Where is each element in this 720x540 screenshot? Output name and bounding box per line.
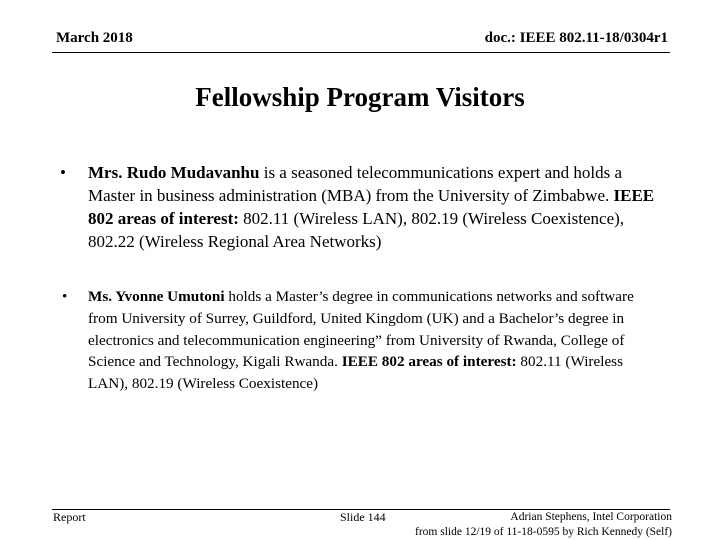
person-name: Ms. Yvonne Umutoni — [88, 288, 225, 305]
bullet-marker: • — [60, 163, 66, 182]
header-divider — [52, 52, 670, 53]
header-date: March 2018 — [56, 30, 133, 46]
person-name: Mrs. Rudo Mudavanhu — [88, 163, 260, 182]
slide-title: Fellowship Program Visitors — [195, 82, 525, 112]
footer-report-label: Report — [53, 510, 86, 524]
interest-list: 802.11 (Wireless LAN), 802.19 (Wireless Coexistence), 802.22 (Wireless Regional Area Networks) — [88, 209, 625, 251]
bullet-text — [88, 161, 660, 253]
slide-number: Slide 144 — [340, 510, 386, 524]
interest-list: 802.11 (Wireless LAN), 802.19 (Wireless Coexistence) — [88, 353, 624, 393]
bio-text: is a seasoned telecommunications expert and holds a Master in business administration (MBA) from the University of Zimbabwe. — [88, 163, 623, 205]
footer-source: from slide 12/19 of 11-18-0595 by Rich Kennedy (Self) — [415, 525, 672, 538]
bullet-text — [88, 286, 660, 395]
interest-label: IEEE 802 areas of interest: — [88, 186, 655, 228]
bullet-marker: • — [62, 288, 68, 305]
footer-author: Adrian Stephens, Intel Corporation — [510, 511, 672, 523]
interest-label: IEEE 802 areas of interest: — [341, 353, 517, 371]
footer-attribution — [415, 510, 672, 539]
header-doc-id: doc.: IEEE 802.11-18/0304r1 — [484, 30, 668, 46]
bio-text: holds a Master’s degree in communications networks and software from University of Surrey, Guildford, United Kingdom (UK) and a Bachelor’s degree in electronics and telecommunication engineering” from University of Rwanda, College of Science and Technology, Kigali Rwanda. — [88, 288, 634, 371]
